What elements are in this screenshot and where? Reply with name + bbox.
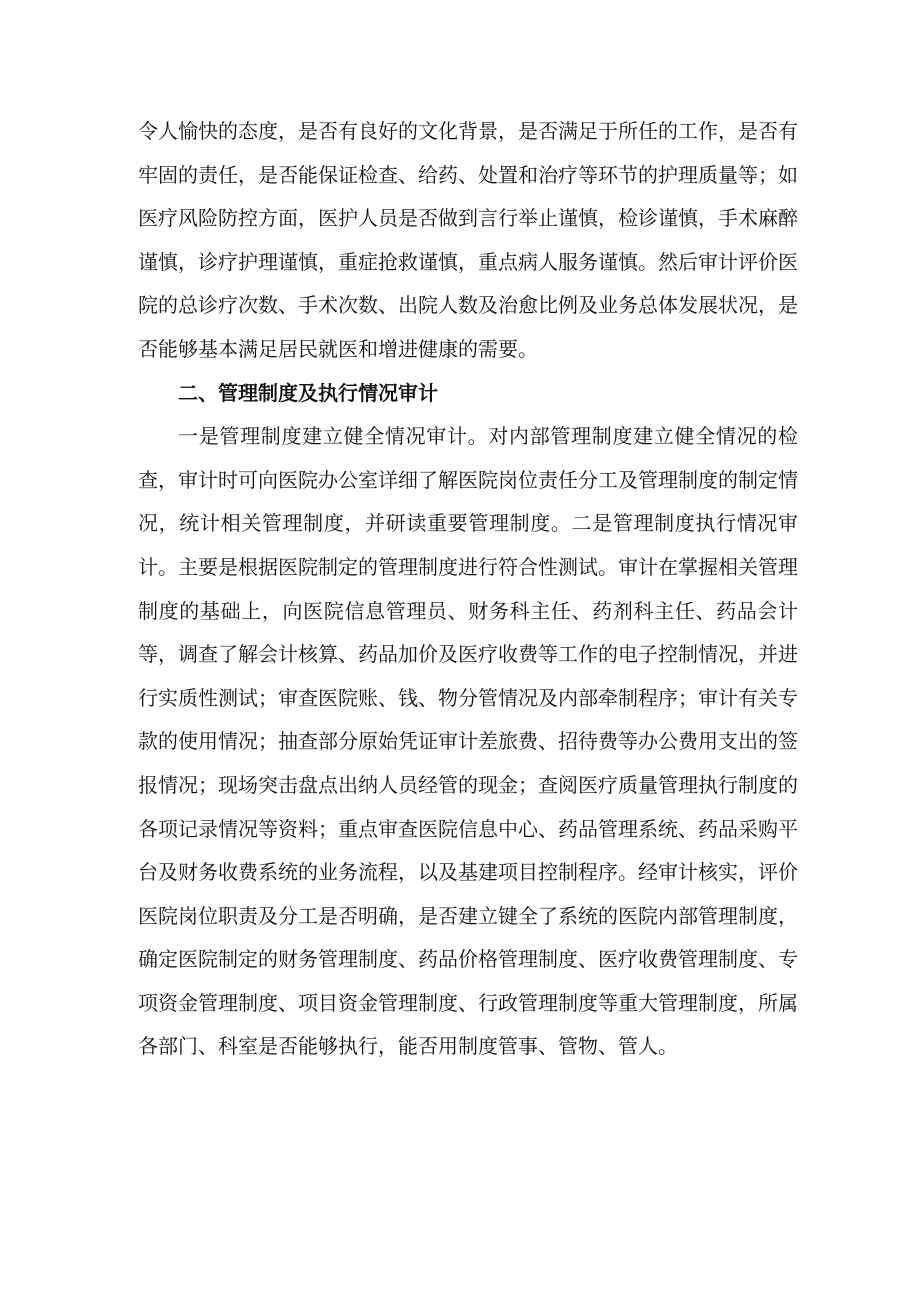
paragraph-continued: 令人愉快的态度，是否有良好的文化背景，是否满足于所任的工作，是否有牢固的责任，是否能保证检查、给药、处置和治疗等环节的护理质量等；如医疗风险防控方面，医护人员是否做到言行举止谨慎，检诊谨慎，手术麻醉谨慎，诊疗护理谨慎，重症抢救谨慎，重点病人服务谨慎。然后审计评价医院的总诊疗次数、手术次数、出院人数及治愈比例及业务总体发展状况，是否能够基本满足居民就医和增进健康的需要。 xyxy=(138,119,798,361)
section-heading: 二、管理制度及执行情况审计 xyxy=(178,380,438,405)
paragraph: 一是管理制度建立健全情况审计。对内部管理制度建立健全情况的检查，审计时可向医院办公室详细了解医院岗位责任分工及管理制度的制定情况，统计相关管理制度，并研读重要管理制度。二是管理制度执行情况审计。主要是根据医院制定的管理制度进行符合性测试。审计在掌握相关管理制度的基础上，向医院信息管理员、财务科主任、药剂科主任、药品会计等，调查了解会计核算、药品加价及医疗收费等工作的电子控制情况，并进行实质性测试；审查医院账、钱、物分管情况及内部牵制程序；审计有关专款的使用情况；抽查部分原始凭证审计差旅费、招待费等办公费用支出的签报情况；现场突击盘点出纳人员经管的现金；查阅医疗质量管理执行制度的各项记录情况等资料；重点审查医院信息中心、药品管理系统、药品采购平台及财务收费系统的业务流程，以及基建项目控制程序。经审计核实，评价医院岗位职责及分工是否明确，是否建立键全了系统的医院内部管理制度，确定医院制定的财务管理制度、药品价格管理制度、医疗收费管理制度、专项资金管理制度、项目资金管理制度、行政管理制度等重大管理制度，所属各部门、科室是否能够执行，能否用制度管事、管物、管人。 xyxy=(138,424,798,1059)
document-body xyxy=(138,110,798,1069)
